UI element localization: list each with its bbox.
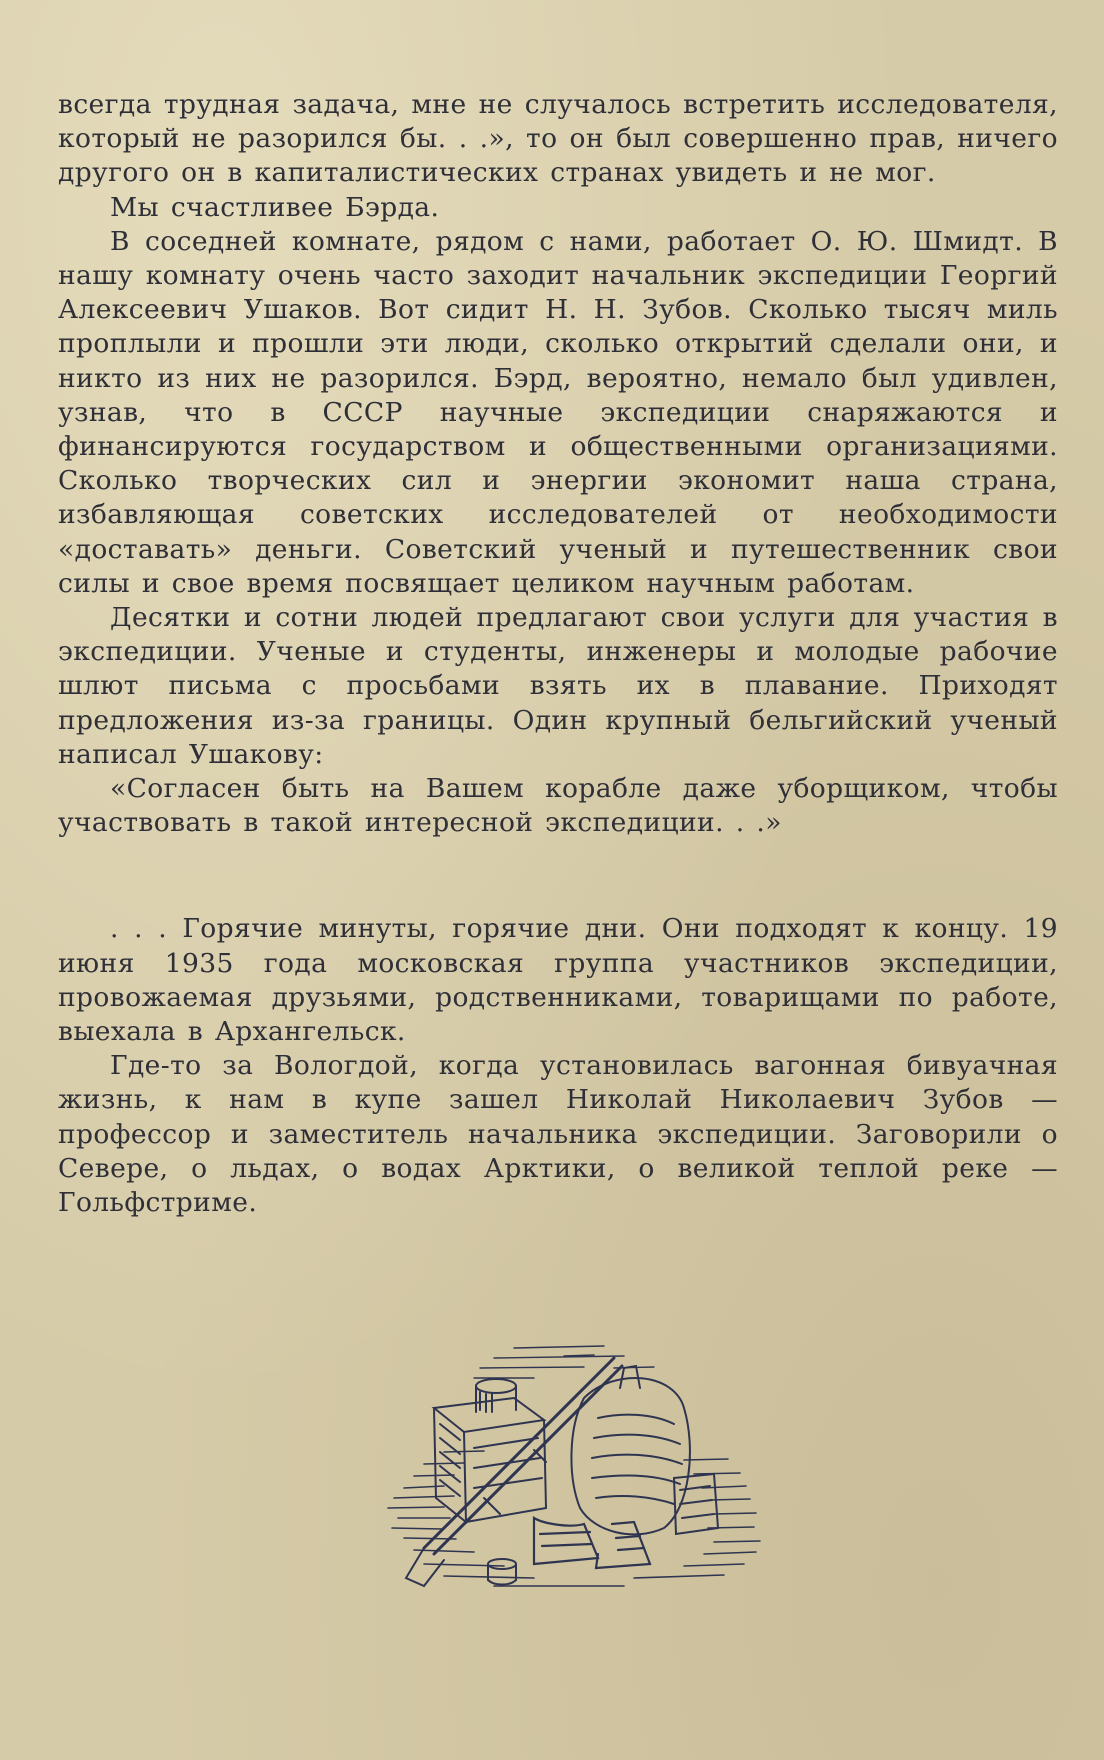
paragraph-continued: всегда трудная задача, мне не случалось встретить исследователя, который не разорился бы. . .», то он был совершенно прав, ничего другого он в капиталистических странах увидеть и не мог.	[58, 89, 1058, 189]
expedition-gear-illustration	[384, 1328, 764, 1596]
text-section-2	[58, 912, 1058, 1220]
paragraph-volunteers: Десятки и сотни людей предлагают свои услуги для участия в экспедиции. Ученые и студенты, инженеры и молодые рабочие шлют письма с просьбами взять их в плавание. Приходят предложения из-за границы. Один крупный бельгийский ученый написал Ушакову:	[58, 602, 1058, 770]
paragraph-departure: . . . Горячие минуты, горячие дни. Они подходят к концу. 19 июня 1935 года московская группа участников экспедиции, провожаемая друзьями, родственниками, товарищами по работе, выехала в Архангельск.	[58, 913, 1058, 1048]
book-page	[58, 88, 1058, 1220]
text-section-1	[58, 88, 1058, 840]
paragraph-quote: «Согласен быть на Вашем корабле даже уборщиком, чтобы участвовать в такой интересной экспедиции. . .»	[58, 773, 1058, 839]
paragraph-schmidt: В соседней комнате, рядом с нами, работает О. Ю. Шмидт. В нашу комнату очень часто заходит начальник экспедиции Георгий Алексеевич Ушаков. Вот сидит Н. Н. Зубов. Сколько тысяч миль проплыли и прошли эти люди, сколько открытий сделали они, и никто из них не разорился. Бэрд, вероятно, немало был удивлен, узнав, что в СССР научные экспедиции снаряжаются и финансируются государством и общественными организациями. Сколько творческих сил и энергии экономит наша страна, избавляющая советских исследователей от необходимости «доставать» деньги. Советский ученый и путешественник свои силы и свое время посвящает целиком научным работам.	[58, 225, 1058, 599]
paragraph-zubov: Где-то за Вологдой, когда установилась вагонная бивуачная жизнь, к нам в купе зашел Николай Николаевич Зубов — профессор и заместитель начальника экспедиции. Заговорили о Севере, о льдах, о водах Арктики, о великой теплой реке — Гольфстриме.	[58, 1050, 1058, 1219]
paragraph-byrd: Мы счастливее Бэрда.	[110, 191, 440, 223]
